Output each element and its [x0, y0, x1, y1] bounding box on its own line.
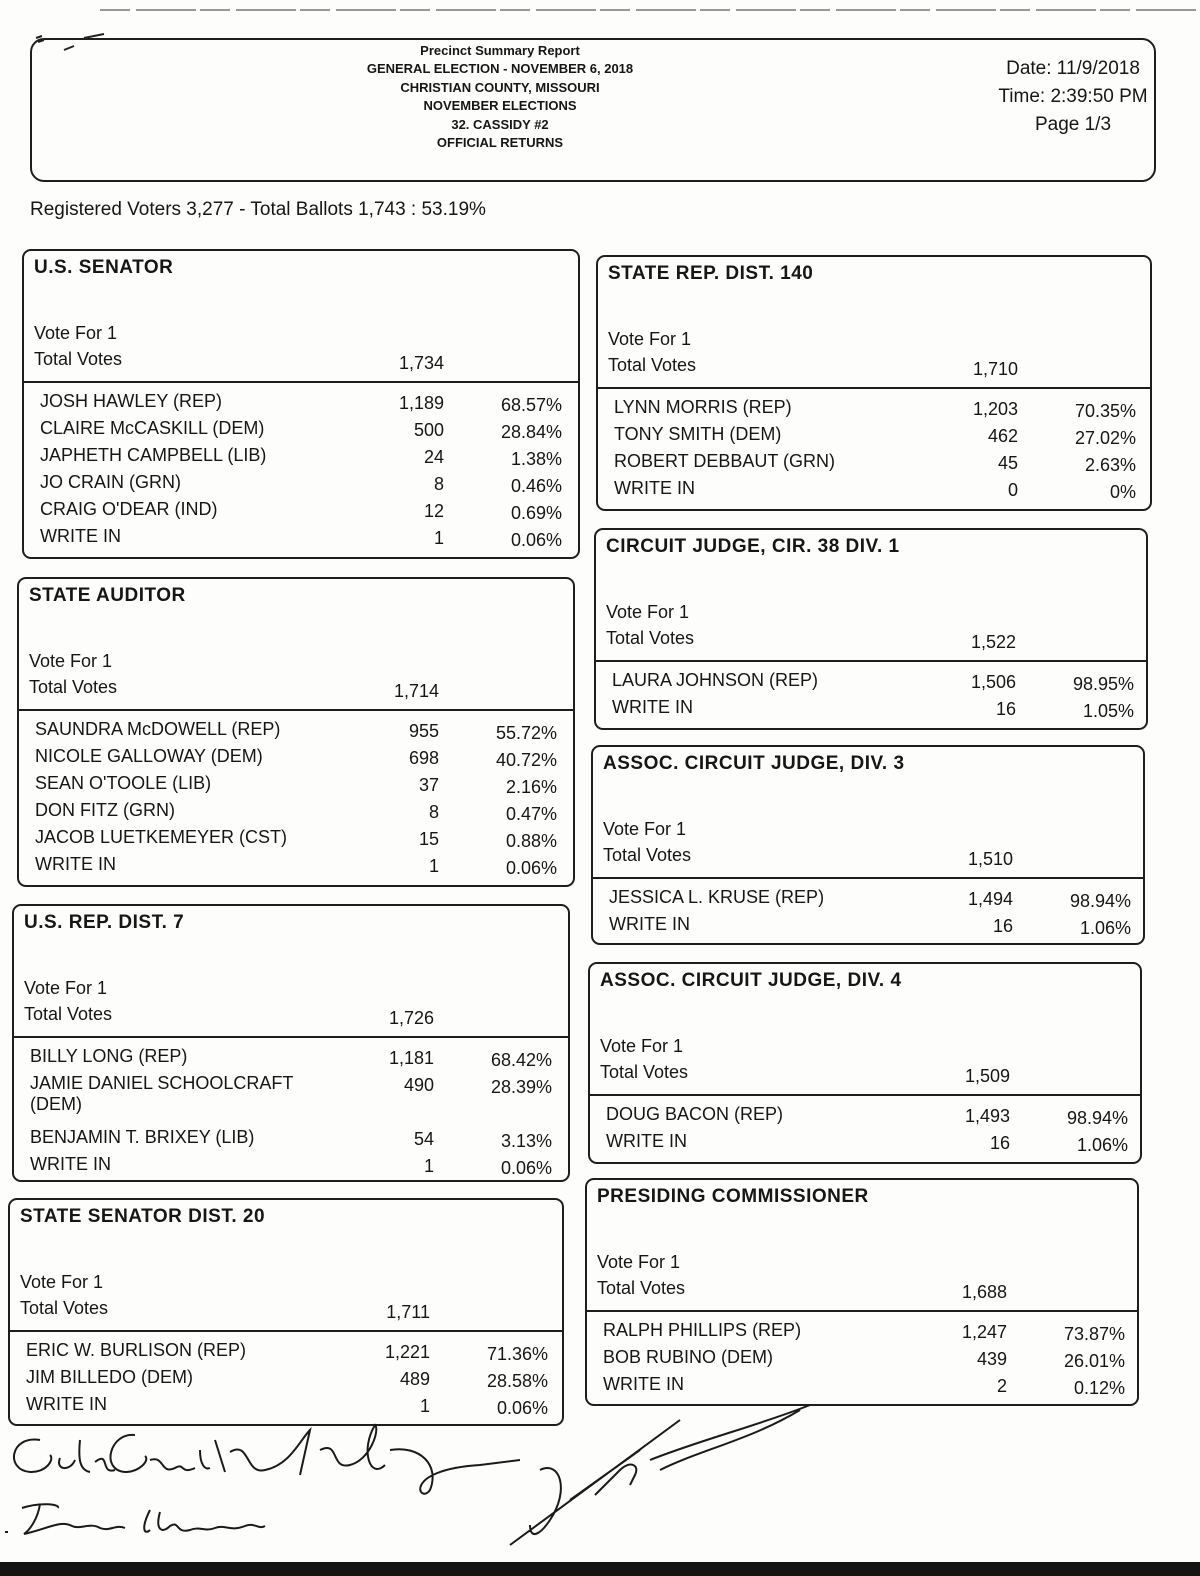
candidate-percent: 0% — [1109, 482, 1136, 502]
candidate-name: WRITE IN — [26, 1394, 107, 1414]
race-circuit-judge-cir-38-div-1 — [594, 528, 1148, 730]
candidate-name: JIM BILLEDO (DEM) — [26, 1367, 194, 1387]
candidate-name: WRITE IN — [606, 1131, 687, 1151]
candidate-name: DOUG BACON (REP) — [606, 1104, 784, 1124]
candidate-row — [19, 746, 573, 773]
candidate-row — [14, 1046, 568, 1073]
candidate-votes: 1,189 — [398, 393, 444, 413]
candidate-votes: 462 — [987, 426, 1018, 446]
candidate-votes: 1,203 — [972, 399, 1018, 419]
vote-for-label: Vote For 1 — [34, 323, 118, 343]
total-votes-label: Total Votes — [608, 355, 697, 375]
race-title: STATE SENATOR DIST. 20 — [20, 1206, 266, 1227]
candidate-name: SAUNDRA McDOWELL (REP) — [35, 719, 281, 739]
candidate-votes: 24 — [423, 447, 444, 467]
vote-for-label: Vote For 1 — [603, 819, 687, 839]
candidate-list — [596, 670, 1146, 724]
candidate-name: ERIC W. BURLISON (REP) — [26, 1340, 247, 1360]
race-title: STATE REP. DIST. 140 — [608, 263, 814, 284]
candidate-row — [24, 526, 578, 553]
total-votes-label: Total Votes — [597, 1278, 686, 1298]
candidate-row — [14, 1073, 568, 1127]
registered-voters-summary: Registered Voters 3,277 - Total Ballots 1,743 : 53.19% — [30, 199, 486, 220]
candidate-row — [10, 1340, 562, 1367]
candidate-name: JAMIE DANIEL SCHOOLCRAFT (DEM) — [30, 1073, 294, 1114]
candidate-name: NICOLE GALLOWAY (DEM) — [35, 746, 263, 766]
election-group: NOVEMBER ELECTIONS — [423, 98, 577, 114]
candidate-name: WRITE IN — [614, 478, 695, 498]
election-name: GENERAL ELECTION - NOVEMBER 6, 2018 — [366, 61, 634, 77]
page-bottom-edge — [0, 1562, 1200, 1576]
candidate-percent: 0.06% — [510, 530, 562, 550]
race-assoc-circuit-judge-div-4 — [588, 962, 1142, 1164]
candidate-percent: 2.63% — [1084, 455, 1136, 475]
vote-for-label: Vote For 1 — [597, 1252, 681, 1272]
candidate-row — [598, 424, 1150, 451]
county-name: CHRISTIAN COUNTY, MISSOURI — [400, 79, 600, 95]
candidate-percent: 73.87% — [1063, 1324, 1125, 1344]
candidate-name: WRITE IN — [612, 697, 693, 717]
race-title: PRESIDING COMMISSIONER — [597, 1186, 869, 1207]
candidate-votes: 1,494 — [967, 889, 1013, 909]
candidate-percent: 1.06% — [1076, 1135, 1128, 1155]
candidate-row — [587, 1374, 1137, 1401]
total-votes-value: 1,726 — [388, 1008, 434, 1028]
candidate-name: JAPHETH CAMPBELL (LIB) — [40, 445, 267, 465]
candidate-votes: 16 — [989, 1133, 1010, 1153]
candidate-votes: 439 — [976, 1349, 1007, 1369]
candidate-votes: 2 — [996, 1376, 1007, 1396]
race-state-senator-dist-20 — [8, 1198, 564, 1426]
candidate-percent: 28.84% — [500, 422, 562, 442]
candidate-votes: 8 — [428, 802, 439, 822]
vote-for-label: Vote For 1 — [600, 1036, 684, 1056]
race-us-senator — [22, 249, 580, 559]
candidate-percent: 70.35% — [1074, 401, 1136, 421]
candidate-percent: 0.06% — [496, 1398, 548, 1418]
candidate-name: WRITE IN — [35, 854, 116, 874]
report-type: Precinct Summary Report — [420, 43, 580, 58]
total-votes-value: 1,711 — [386, 1302, 430, 1322]
candidate-name: WRITE IN — [609, 914, 690, 934]
candidate-row — [14, 1127, 568, 1154]
candidate-list — [14, 1046, 568, 1181]
candidate-votes: 1,247 — [961, 1322, 1007, 1342]
race-title: U.S. REP. DIST. 7 — [24, 912, 185, 933]
race-title: U.S. SENATOR — [34, 257, 174, 278]
candidate-list — [587, 1320, 1137, 1401]
report-date: Date: 11/9/2018 — [1006, 58, 1140, 79]
signature-2 — [0, 1490, 290, 1545]
candidate-row — [587, 1347, 1137, 1374]
candidate-votes: 54 — [413, 1129, 434, 1149]
candidate-name: WRITE IN — [30, 1154, 111, 1174]
candidate-name: BENJAMIN T. BRIXEY (LIB) — [30, 1127, 255, 1147]
report-header-title-block — [300, 42, 700, 152]
race-us-rep-dist-7 — [12, 904, 570, 1182]
total-votes-value: 1,714 — [393, 681, 439, 701]
candidate-percent: 68.57% — [500, 395, 562, 415]
candidate-name: WRITE IN — [603, 1374, 684, 1394]
candidate-name: WRITE IN — [40, 526, 121, 546]
candidate-percent: 0.88% — [505, 831, 557, 851]
candidate-row — [593, 887, 1143, 914]
candidate-percent: 1.05% — [1082, 701, 1134, 721]
divider — [587, 1310, 1137, 1312]
divider — [19, 709, 573, 711]
returns-status: OFFICIAL RETURNS — [436, 135, 564, 151]
candidate-list — [10, 1340, 562, 1421]
top-edge-marks — [0, 0, 1200, 6]
total-votes-value: 1,688 — [961, 1282, 1007, 1302]
candidate-votes: 15 — [418, 829, 439, 849]
candidate-row — [24, 445, 578, 472]
candidate-name: JO CRAIN (GRN) — [40, 472, 181, 492]
candidate-row — [19, 719, 573, 746]
candidate-name: LYNN MORRIS (REP) — [614, 397, 792, 417]
candidate-percent: 0.06% — [505, 858, 557, 878]
candidate-name: JESSICA L. KRUSE (REP) — [609, 887, 825, 907]
candidate-percent: 28.39% — [490, 1077, 552, 1097]
candidate-percent: 26.01% — [1063, 1351, 1125, 1371]
candidate-name: ROBERT DEBBAUT (GRN) — [614, 451, 836, 471]
candidate-votes: 1,221 — [384, 1342, 430, 1362]
candidate-row — [24, 499, 578, 526]
candidate-name: BILLY LONG (REP) — [30, 1046, 188, 1066]
candidate-percent: 0.06% — [500, 1158, 552, 1178]
candidate-votes: 16 — [995, 699, 1016, 719]
candidate-row — [590, 1104, 1140, 1131]
race-state-rep-dist-140 — [596, 255, 1152, 511]
candidate-list — [24, 391, 578, 553]
candidate-row — [24, 418, 578, 445]
candidate-row — [24, 472, 578, 499]
race-assoc-circuit-judge-div-3 — [591, 745, 1145, 945]
candidate-name: LAURA JOHNSON (REP) — [612, 670, 819, 690]
candidate-name: SEAN O'TOOLE (LIB) — [35, 773, 212, 793]
candidate-name: JACOB LUETKEMEYER (CST) — [35, 827, 288, 847]
candidate-row — [593, 914, 1143, 941]
candidate-row — [19, 773, 573, 800]
candidate-row — [598, 397, 1150, 424]
candidate-row — [19, 854, 573, 881]
candidate-name: TONY SMITH (DEM) — [614, 424, 782, 444]
candidate-votes: 12 — [423, 501, 444, 521]
vote-for-label: Vote For 1 — [606, 602, 690, 622]
candidate-name: JOSH HAWLEY (REP) — [40, 391, 223, 411]
candidate-name: CLAIRE McCASKILL (DEM) — [40, 418, 265, 438]
candidate-name: RALPH PHILLIPS (REP) — [603, 1320, 802, 1340]
candidate-percent: 40.72% — [495, 750, 557, 770]
total-votes-value: 1,522 — [970, 632, 1016, 652]
total-votes-value: 1,710 — [972, 359, 1018, 379]
candidate-votes: 0 — [1007, 480, 1018, 500]
candidate-row — [590, 1131, 1140, 1158]
candidate-votes: 1 — [419, 1396, 430, 1416]
candidate-percent: 0.12% — [1073, 1378, 1125, 1398]
total-votes-label: Total Votes — [603, 845, 692, 865]
total-votes-label: Total Votes — [29, 677, 118, 697]
divider — [598, 387, 1150, 389]
candidate-votes: 1,181 — [388, 1048, 434, 1068]
report-time: Time: 2:39:50 PM — [998, 86, 1148, 107]
total-votes-value: 1,510 — [967, 849, 1013, 869]
candidate-name: BOB RUBINO (DEM) — [603, 1347, 774, 1367]
candidate-votes: 489 — [399, 1369, 430, 1389]
candidate-votes: 1,493 — [964, 1106, 1010, 1126]
total-votes-label: Total Votes — [20, 1298, 109, 1318]
divider — [24, 381, 578, 383]
total-votes-label: Total Votes — [34, 349, 123, 369]
candidate-list — [593, 887, 1143, 941]
total-votes-label: Total Votes — [24, 1004, 113, 1024]
candidate-votes: 490 — [403, 1075, 434, 1095]
candidate-list — [19, 719, 573, 881]
candidate-percent: 68.42% — [490, 1050, 552, 1070]
candidate-row — [19, 800, 573, 827]
candidate-votes: 500 — [413, 420, 444, 440]
candidate-percent: 1.38% — [510, 449, 562, 469]
candidate-votes: 1 — [423, 1156, 434, 1176]
candidate-votes: 1 — [428, 856, 439, 876]
candidate-votes: 45 — [997, 453, 1018, 473]
candidate-percent: 3.13% — [500, 1131, 552, 1151]
total-votes-value: 1,734 — [398, 353, 444, 373]
candidate-name: DON FITZ (GRN) — [35, 800, 175, 820]
candidate-percent: 27.02% — [1074, 428, 1136, 448]
divider — [14, 1036, 568, 1038]
candidate-row — [596, 670, 1146, 697]
candidate-votes: 37 — [418, 775, 439, 795]
race-title: ASSOC. CIRCUIT JUDGE, DIV. 3 — [603, 753, 905, 774]
candidate-percent: 0.69% — [510, 503, 562, 523]
candidate-list — [598, 397, 1150, 505]
candidate-row — [10, 1367, 562, 1394]
vote-for-label: Vote For 1 — [24, 978, 108, 998]
report-meta — [960, 55, 1186, 139]
candidate-votes: 698 — [408, 748, 439, 768]
candidate-percent: 98.94% — [1066, 1108, 1128, 1128]
header-corner-marks — [34, 30, 114, 61]
candidate-percent: 2.16% — [505, 777, 557, 797]
signature-3 — [500, 1400, 820, 1555]
divider — [10, 1330, 562, 1332]
candidate-votes: 1,506 — [970, 672, 1016, 692]
candidate-row — [587, 1320, 1137, 1347]
candidate-percent: 0.46% — [510, 476, 562, 496]
divider — [593, 877, 1143, 879]
divider — [590, 1094, 1140, 1096]
race-state-auditor — [17, 577, 575, 887]
candidate-votes: 8 — [433, 474, 444, 494]
candidate-votes: 1 — [433, 528, 444, 548]
race-title: STATE AUDITOR — [29, 585, 186, 606]
precinct-name: 32. CASSIDY #2 — [451, 116, 549, 132]
candidate-percent: 98.94% — [1069, 891, 1131, 911]
vote-for-label: Vote For 1 — [20, 1272, 104, 1292]
candidate-percent: 98.95% — [1072, 674, 1134, 694]
candidate-votes: 16 — [992, 916, 1013, 936]
total-votes-value: 1,509 — [964, 1066, 1010, 1086]
vote-for-label: Vote For 1 — [29, 651, 113, 671]
candidate-row — [14, 1154, 568, 1181]
race-title: ASSOC. CIRCUIT JUDGE, DIV. 4 — [600, 970, 902, 991]
candidate-percent: 1.06% — [1079, 918, 1131, 938]
candidate-row — [596, 697, 1146, 724]
candidate-percent: 28.58% — [486, 1371, 548, 1391]
candidate-percent: 55.72% — [495, 723, 557, 743]
total-votes-label: Total Votes — [600, 1062, 689, 1082]
candidate-name: CRAIG O'DEAR (IND) — [40, 499, 218, 519]
divider — [596, 660, 1146, 662]
candidate-row — [598, 451, 1150, 478]
race-presiding-commissioner — [585, 1178, 1139, 1406]
candidate-percent: 0.47% — [505, 804, 557, 824]
total-votes-label: Total Votes — [606, 628, 695, 648]
candidate-percent: 71.36% — [486, 1344, 548, 1364]
candidate-row — [598, 478, 1150, 505]
page-number: Page 1/3 — [1034, 114, 1112, 135]
vote-for-label: Vote For 1 — [608, 329, 692, 349]
candidate-list — [590, 1104, 1140, 1158]
race-title: CIRCUIT JUDGE, CIR. 38 DIV. 1 — [606, 536, 900, 557]
candidate-row — [19, 827, 573, 854]
candidate-row — [24, 391, 578, 418]
candidate-votes: 955 — [408, 721, 439, 741]
